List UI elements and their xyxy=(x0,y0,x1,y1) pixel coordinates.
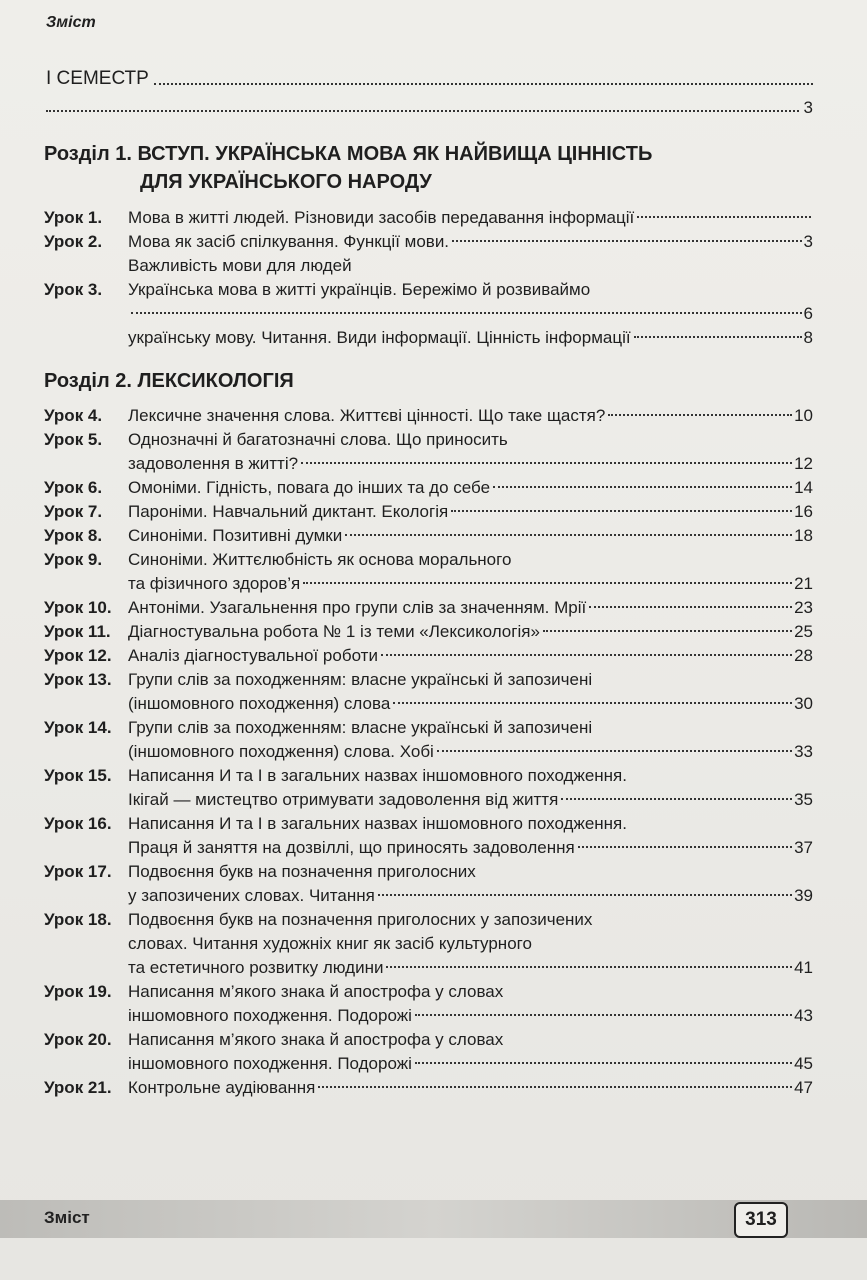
lesson-title-line: Написання И та І в загальних назвах іншомовного походження. xyxy=(128,766,627,785)
lesson-title-last-line xyxy=(128,788,813,812)
lesson-number: Урок 7. xyxy=(44,502,103,521)
lesson-number: Урок 18. xyxy=(44,910,112,929)
toc-entry xyxy=(44,254,813,278)
page-number: 35 xyxy=(794,790,813,809)
page-number: 37 xyxy=(794,838,813,857)
lesson-title-text: Важливість мови для людей xyxy=(128,256,352,275)
toc-entry xyxy=(44,1028,813,1076)
lesson-number: Урок 16. xyxy=(44,814,112,833)
semester-label: І СЕМЕСТР xyxy=(46,68,149,89)
lesson-title-text: та фізичного здоров’я xyxy=(128,574,301,593)
dot-leader xyxy=(415,1062,792,1064)
page-number: 10 xyxy=(794,406,813,425)
toc-entry xyxy=(44,596,813,620)
toc-entry xyxy=(44,860,813,908)
section-1-lessons xyxy=(44,206,813,350)
page-number: 21 xyxy=(794,574,813,593)
section-label: Розділ 2. xyxy=(44,370,132,392)
lesson-title-last-line xyxy=(128,476,813,500)
dot-leader xyxy=(543,630,792,632)
lesson-title-text: Лексичне значення слова. Життєві цінності. Що таке щастя? xyxy=(128,406,606,425)
lesson-title xyxy=(128,476,813,500)
lesson-title-text: (іншомовного походження) слова xyxy=(128,694,391,713)
lesson-title-line: Українська мова в житті українців. Бережімо й розвиваймо xyxy=(128,280,591,299)
page-number: 3 xyxy=(803,98,813,117)
dot-leader xyxy=(378,894,792,896)
dot-leader xyxy=(637,216,811,218)
lesson-number: Урок 14. xyxy=(44,718,112,737)
footer-page-number: 313 xyxy=(734,1202,788,1238)
lesson-title-text: Ікігай — мистецтво отримувати задоволення від життя xyxy=(128,790,559,809)
lesson-title xyxy=(128,1076,813,1100)
lesson-number: Урок 15. xyxy=(44,766,112,785)
page-number: 25 xyxy=(794,622,813,641)
dot-leader xyxy=(493,486,792,488)
lesson-title-text: Мова як засіб спілкування. Функції мови. xyxy=(128,232,450,251)
lesson-title-last-line xyxy=(128,692,813,716)
page-number: 45 xyxy=(794,1054,813,1073)
lesson-title xyxy=(128,716,813,764)
lesson-title xyxy=(128,326,813,350)
page-number: 47 xyxy=(794,1078,813,1097)
section-2-title xyxy=(44,367,294,395)
lesson-title-last-line xyxy=(128,1076,813,1100)
dot-leader xyxy=(131,312,802,314)
toc-entry xyxy=(44,278,813,326)
dot-leader xyxy=(318,1086,792,1088)
section-2-lessons xyxy=(44,404,813,1100)
dot-leader xyxy=(46,110,799,112)
lesson-title-line: словах. Читання художніх книг як засіб культурного xyxy=(128,934,532,953)
lesson-title-text: Синоніми. Позитивні думки xyxy=(128,526,343,545)
dot-leader xyxy=(578,846,792,848)
running-head: Зміст xyxy=(46,14,96,31)
lesson-title xyxy=(128,980,813,1028)
lesson-title-text: Контрольне аудіювання xyxy=(128,1078,316,1097)
lesson-title-last-line xyxy=(128,254,813,278)
page-number: 23 xyxy=(794,598,813,617)
lesson-title-text: Аналіз діагностувальної роботи xyxy=(128,646,378,665)
lesson-title-last-line xyxy=(128,1052,813,1076)
lesson-title-line: Написання м’якого знака й апострофа у словах xyxy=(128,1030,504,1049)
lesson-title-line: Подвоєння букв на позначення приголосних у запозичених xyxy=(128,910,593,929)
section-title-line: ВСТУП. УКРАЇНСЬКА МОВА ЯК НАЙВИЩА ЦІННІСТЬ xyxy=(137,143,653,165)
section-1-title xyxy=(44,140,652,196)
dot-leader xyxy=(608,414,792,416)
page-number: 3 xyxy=(803,232,813,251)
toc-entry xyxy=(44,500,813,524)
lesson-title-text: Омоніми. Гідність, повага до інших та до себе xyxy=(128,478,491,497)
page-number: 28 xyxy=(794,646,813,665)
dot-leader xyxy=(451,510,792,512)
toc-entry xyxy=(44,428,813,476)
lesson-number: Урок 6. xyxy=(44,478,103,497)
lesson-title-text: іншомовного походження. Подорожі xyxy=(128,1054,412,1073)
lesson-title-last-line xyxy=(128,452,813,476)
lesson-title-last-line xyxy=(128,1004,813,1028)
dot-leader xyxy=(561,798,792,800)
lesson-title-last-line xyxy=(128,500,813,524)
toc-entry xyxy=(44,644,813,668)
lesson-title xyxy=(128,428,813,476)
section-label: Розділ 1. xyxy=(44,143,132,165)
lesson-title-text: Антоніми. Узагальнення про групи слів за значенням. Мрії xyxy=(128,598,587,617)
toc-entry xyxy=(44,716,813,764)
toc-entry xyxy=(44,476,813,500)
lesson-title xyxy=(128,764,813,812)
lesson-title xyxy=(128,206,813,230)
dot-leader xyxy=(303,582,792,584)
toc-entry xyxy=(44,812,813,860)
lesson-title-text: Пароніми. Навчальний диктант. Екологія xyxy=(128,502,449,521)
dot-leader xyxy=(415,1014,792,1016)
lesson-title-text: (іншомовного походження) слова. Хобі xyxy=(128,742,434,761)
lesson-title-text: Діагностувальна робота № 1 із теми «Лексикологія» xyxy=(128,622,540,641)
lesson-title-line: Групи слів за походженням: власне українські й запозичені xyxy=(128,670,593,689)
page-number: 41 xyxy=(794,958,813,977)
page-number: 39 xyxy=(794,886,813,905)
lesson-title-last-line xyxy=(128,956,813,980)
lesson-number: Урок 5. xyxy=(44,430,103,449)
dot-leader xyxy=(301,462,792,464)
lesson-number: Урок 3. xyxy=(44,280,103,299)
lesson-title xyxy=(128,500,813,524)
lesson-title xyxy=(128,812,813,860)
lesson-number: Урок 11. xyxy=(44,622,111,641)
lesson-title-last-line xyxy=(128,572,813,596)
page-number: 18 xyxy=(794,526,813,545)
lesson-title-last-line xyxy=(128,524,813,548)
lesson-number: Урок 12. xyxy=(44,646,112,665)
lesson-title xyxy=(128,668,813,716)
lesson-number: Урок 1. xyxy=(44,208,103,227)
lesson-title-last-line xyxy=(128,884,813,908)
lesson-title xyxy=(128,254,813,278)
lesson-title xyxy=(128,644,813,668)
lesson-title-text: іншомовного походження. Подорожі xyxy=(128,1006,412,1025)
lesson-title xyxy=(128,860,813,908)
dot-leader xyxy=(589,606,792,608)
lesson-number: Урок 10. xyxy=(44,598,112,617)
page-number: 16 xyxy=(794,502,813,521)
toc-entry xyxy=(44,326,813,350)
lesson-title-last-line xyxy=(128,206,813,230)
lesson-title-last-line xyxy=(128,230,813,254)
lesson-title xyxy=(128,404,813,428)
lesson-number: Урок 2. xyxy=(44,232,103,251)
lesson-title-last-line xyxy=(128,302,813,326)
lesson-title-last-line xyxy=(128,740,813,764)
dot-leader xyxy=(634,336,802,338)
toc-entry xyxy=(44,620,813,644)
section-title-line: ЛЕКСИКОЛОГІЯ xyxy=(137,370,294,392)
lesson-title xyxy=(128,230,813,254)
toc-entry xyxy=(44,668,813,716)
page-number: 30 xyxy=(794,694,813,713)
toc-entry xyxy=(44,524,813,548)
lesson-number: Урок 21. xyxy=(44,1078,112,1097)
lesson-title xyxy=(128,278,813,326)
lesson-title-line: Синоніми. Життєлюбність як основа морального xyxy=(128,550,512,569)
toc-entry xyxy=(44,1076,813,1100)
lesson-title-last-line xyxy=(128,404,813,428)
dot-leader xyxy=(386,966,792,968)
lesson-number: Урок 9. xyxy=(44,550,103,569)
lesson-number: Урок 13. xyxy=(44,670,112,689)
lesson-number: Урок 17. xyxy=(44,862,112,881)
lesson-number: Урок 19. xyxy=(44,982,112,1001)
lesson-title-text: задоволення в житті? xyxy=(128,454,299,473)
toc-entry xyxy=(44,230,813,254)
lesson-title-last-line xyxy=(128,836,813,860)
section-title-line: ДЛЯ УКРАЇНСЬКОГО НАРОДУ xyxy=(140,171,432,193)
lesson-title-last-line xyxy=(128,644,813,668)
lesson-title-line: Написання м’якого знака й апострофа у словах xyxy=(128,982,504,1001)
lesson-title xyxy=(128,524,813,548)
lesson-title-line: Подвоєння букв на позначення приголосних xyxy=(128,862,476,881)
lesson-title-text: Праця й заняття на дозвіллі, що приносять задоволення xyxy=(128,838,575,857)
toc-entry xyxy=(44,206,813,230)
toc-entry xyxy=(44,404,813,428)
lesson-number: Урок 8. xyxy=(44,526,103,545)
footer-label: Зміст xyxy=(44,1208,90,1227)
lesson-title-last-line xyxy=(128,596,813,620)
lesson-title xyxy=(128,620,813,644)
dot-leader xyxy=(381,654,792,656)
lesson-title-line: Однозначні й багатозначні слова. Що приносить xyxy=(128,430,508,449)
lesson-title-line: Групи слів за походженням: власне українські й запозичені xyxy=(128,718,593,737)
dot-leader xyxy=(452,240,801,242)
dot-leader xyxy=(345,534,792,536)
page-number: 14 xyxy=(794,478,813,497)
lesson-number: Урок 4. xyxy=(44,406,103,425)
lesson-title-text: українську мову. Читання. Види інформації. Цінність інформації xyxy=(128,328,631,347)
toc-entry xyxy=(44,764,813,812)
page-number: 43 xyxy=(794,1006,813,1025)
toc-entry xyxy=(44,908,813,980)
page-number: 33 xyxy=(794,742,813,761)
page-number: 6 xyxy=(803,304,813,323)
lesson-title-line: Написання И та І в загальних назвах іншомовного походження. xyxy=(128,814,627,833)
lesson-number: Урок 20. xyxy=(44,1030,112,1049)
dot-leader xyxy=(437,750,792,752)
toc-entry xyxy=(44,548,813,596)
page-number: 12 xyxy=(794,454,813,473)
lesson-title xyxy=(128,908,813,980)
lesson-title-last-line xyxy=(128,326,813,350)
toc-entry xyxy=(44,980,813,1028)
dot-leader xyxy=(393,702,792,704)
dot-leader xyxy=(154,83,813,85)
lesson-title-text: у запозичених словах. Читання xyxy=(128,886,375,905)
lesson-title xyxy=(128,548,813,596)
semester-entry xyxy=(46,68,813,118)
page-number: 8 xyxy=(803,328,813,347)
lesson-title-last-line xyxy=(128,620,813,644)
lesson-title xyxy=(128,596,813,620)
lesson-title xyxy=(128,1028,813,1076)
lesson-title-text: Мова в житті людей. Різновиди засобів передавання інформації xyxy=(128,208,635,227)
lesson-title-text: та естетичного розвитку людини xyxy=(128,958,384,977)
